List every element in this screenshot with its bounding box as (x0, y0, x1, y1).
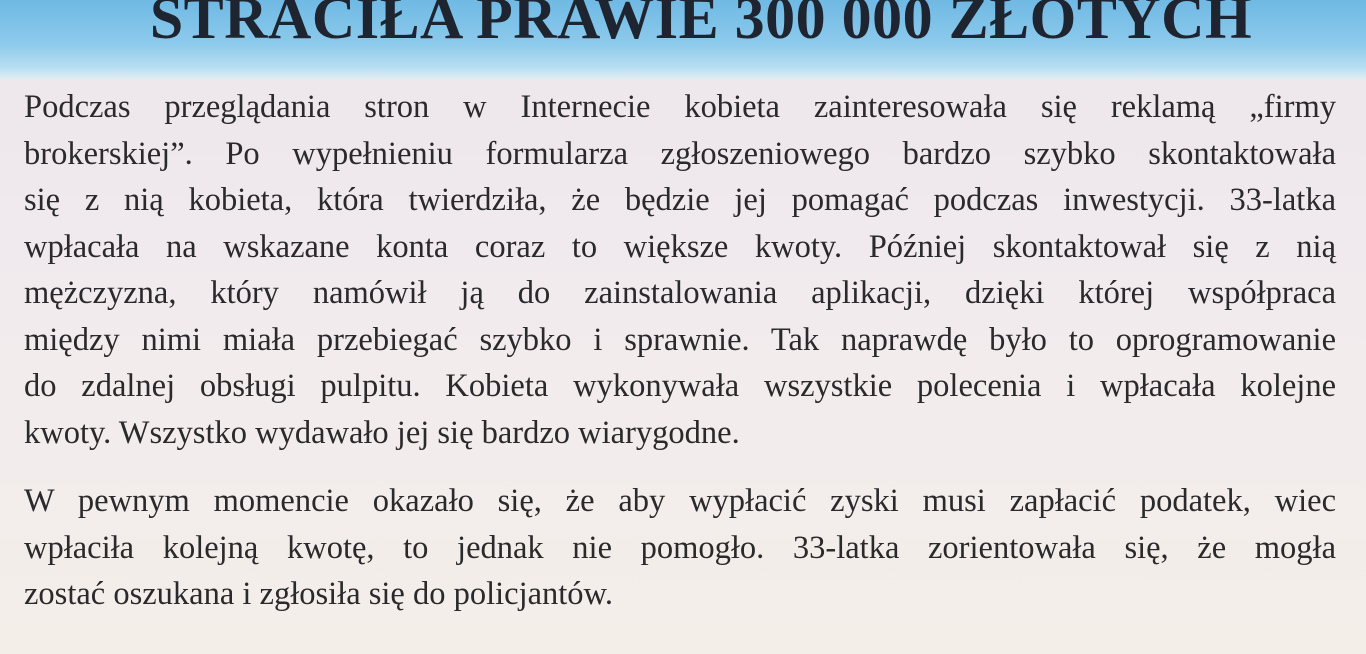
text-line: Podczas przeglądania stron w Internecie kobieta zainteresowała się reklamą „firmy (24, 89, 1336, 125)
text-line: brokerskiej”. Po wypełnieniu formularza zgłoszeniowego bardzo szybko skontaktowała (24, 135, 1336, 172)
text-line: między nimi miała przebiegać szybko i sprawnie. Tak naprawdę było to oprogramowanie (24, 321, 1336, 358)
text-line: kwoty. Wszystko wydawało jej się bardzo wiarygodne. (24, 414, 740, 451)
text-line: wpłacała na wskazane konta coraz to większe kwoty. Później skontaktował się z nią (24, 228, 1336, 265)
paragraph-2 (24, 478, 1336, 618)
text-line: wpłaciła kolejną kwotę, to jednak nie pomogło. 33-latka zorientowała się, że mogła (24, 529, 1336, 566)
paragraph-spacer (24, 456, 1336, 478)
text-line: W pewnym momencie okazało się, że aby wypłacić zyski musi zapłacić podatek, wiec (24, 483, 1336, 519)
text-line: się z nią kobieta, która twierdziła, że będzie jej pomagać podczas inwestycji. 33-latka (24, 182, 1336, 218)
text-line: do zdalnej obsługi pulpitu. Kobieta wykonywała wszystkie polecenia i wpłacała kolejne (24, 368, 1336, 404)
article-body (24, 84, 1336, 618)
headline: STRACIŁA PRAWIE 300 000 ZŁOTYCH (149, 0, 1253, 51)
text-line: zostać oszukana i zgłosiła się do policjantów. (24, 576, 614, 612)
headline-banner (0, 0, 1366, 80)
paragraph-1 (24, 84, 1336, 456)
text-line: mężczyzna, który namówił ją do zainstalowania aplikacji, dzięki której współpraca (24, 275, 1336, 311)
